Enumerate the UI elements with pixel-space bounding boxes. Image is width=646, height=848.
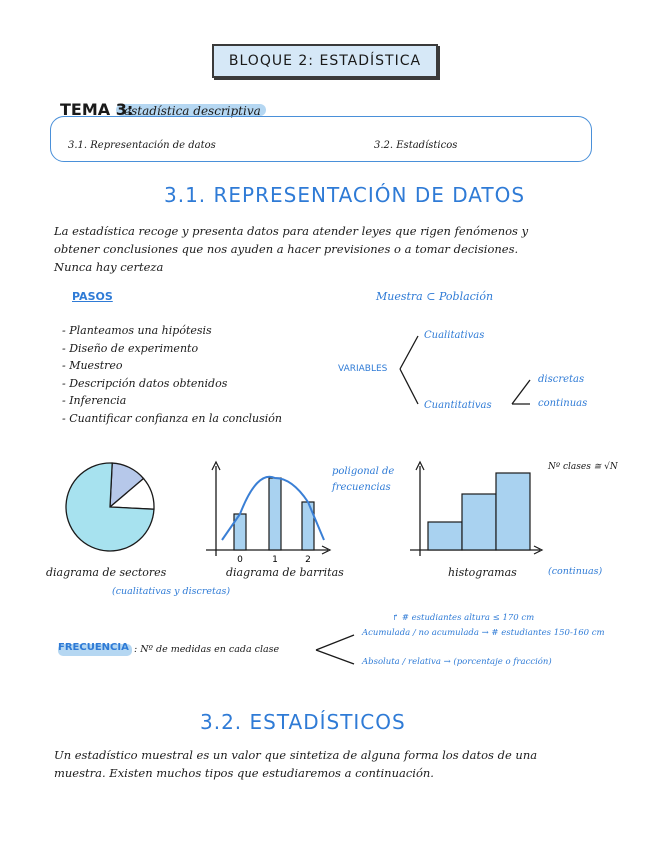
nclases-formula: Nº clases ≅ √N bbox=[548, 462, 618, 472]
pasos-item: - Planteamos una hipótesis bbox=[62, 324, 212, 337]
muestra-poblacion: Muestra ⊂ Población bbox=[376, 290, 494, 303]
section-intro-3-1: La estadística recoge y presenta datos para atender leyes que rigen fenómenos y obtener conclusiones que nos ayuden a hacer previsiones o a tomar decisiones. Nunca hay certeza bbox=[54, 224, 529, 274]
pasos-item: - Muestreo bbox=[62, 359, 123, 372]
variables-bracket bbox=[400, 336, 418, 369]
bar bbox=[269, 478, 281, 550]
variables-bracket bbox=[400, 369, 418, 404]
bar-tick-label: 0 bbox=[237, 555, 243, 565]
histograma-subcaption: (continuas) bbox=[548, 566, 603, 577]
sectores-subcaption: (cualitativas y discretas) bbox=[112, 586, 231, 597]
cuantitativas-bracket bbox=[512, 380, 530, 404]
histogram-bin bbox=[496, 473, 530, 550]
toc-item-3-2: 3.2. Estadísticos bbox=[374, 140, 458, 151]
continuas-label: continuas bbox=[538, 398, 588, 409]
pasos-item: - Descripción datos obtenidos bbox=[62, 376, 228, 390]
histogram bbox=[428, 473, 530, 550]
frecuencia-bracket bbox=[316, 635, 354, 650]
section-intro-3-2: Un estadístico muestral es un valor que sintetiza de alguna forma los datos de una muestra. Existen muchos tipos que estudiaremos a continuación. bbox=[54, 748, 538, 780]
pasos-item: - Inferencia bbox=[62, 394, 127, 407]
bar-tick-label: 1 bbox=[272, 555, 278, 565]
bar bbox=[302, 502, 314, 550]
histogram-bin bbox=[462, 494, 496, 550]
barras-caption: diagrama de barritas bbox=[226, 566, 344, 579]
frecuencia-desc: : Nº de medidas en cada clase bbox=[134, 644, 280, 655]
poligonal-label: poligonal de frecuencias bbox=[332, 466, 395, 493]
discretas-label: discretas bbox=[538, 374, 585, 385]
toc-item-3-1: 3.1. Representación de datos bbox=[68, 140, 216, 151]
pie-chart bbox=[66, 463, 154, 551]
pasos-item: - Cuantificar confianza en la conclusión bbox=[62, 411, 282, 425]
histogram-bin bbox=[428, 522, 462, 550]
bar-chart bbox=[234, 478, 314, 565]
section-heading-3-2: 3.2. ESTADÍSTICOS bbox=[200, 710, 406, 734]
variables-label: VARIABLES bbox=[338, 364, 388, 374]
pasos-label: PASOS bbox=[72, 290, 113, 303]
cuantitativas-label: Cuantitativas bbox=[424, 400, 492, 411]
tema-label: TEMA 3: bbox=[60, 100, 134, 119]
acumulada-label: Acumulada / no acumulada → # estudiantes 150-160 cm bbox=[362, 628, 605, 638]
cualitativas-label: Cualitativas bbox=[424, 330, 485, 341]
frecuencia-label: FRECUENCIA bbox=[58, 642, 129, 653]
bar-tick-label: 2 bbox=[305, 555, 311, 565]
sectores-caption: diagrama de sectores bbox=[46, 566, 167, 579]
frecuencia-bracket bbox=[316, 650, 354, 664]
page-title: BLOQUE 2: ESTADÍSTICA bbox=[212, 44, 438, 78]
acumulada-example: ↱ # estudiantes altura ≤ 170 cm bbox=[392, 613, 535, 623]
section-heading-3-1: 3.1. REPRESENTACIÓN DE DATOS bbox=[164, 183, 526, 207]
pasos-item: - Diseño de experimento bbox=[62, 341, 199, 355]
absoluta-label: Absoluta / relativa → (porcentaje o fracción) bbox=[362, 657, 552, 667]
tema-subtitle: estadística descriptiva bbox=[124, 104, 261, 118]
histograma-caption: histogramas bbox=[448, 566, 517, 579]
